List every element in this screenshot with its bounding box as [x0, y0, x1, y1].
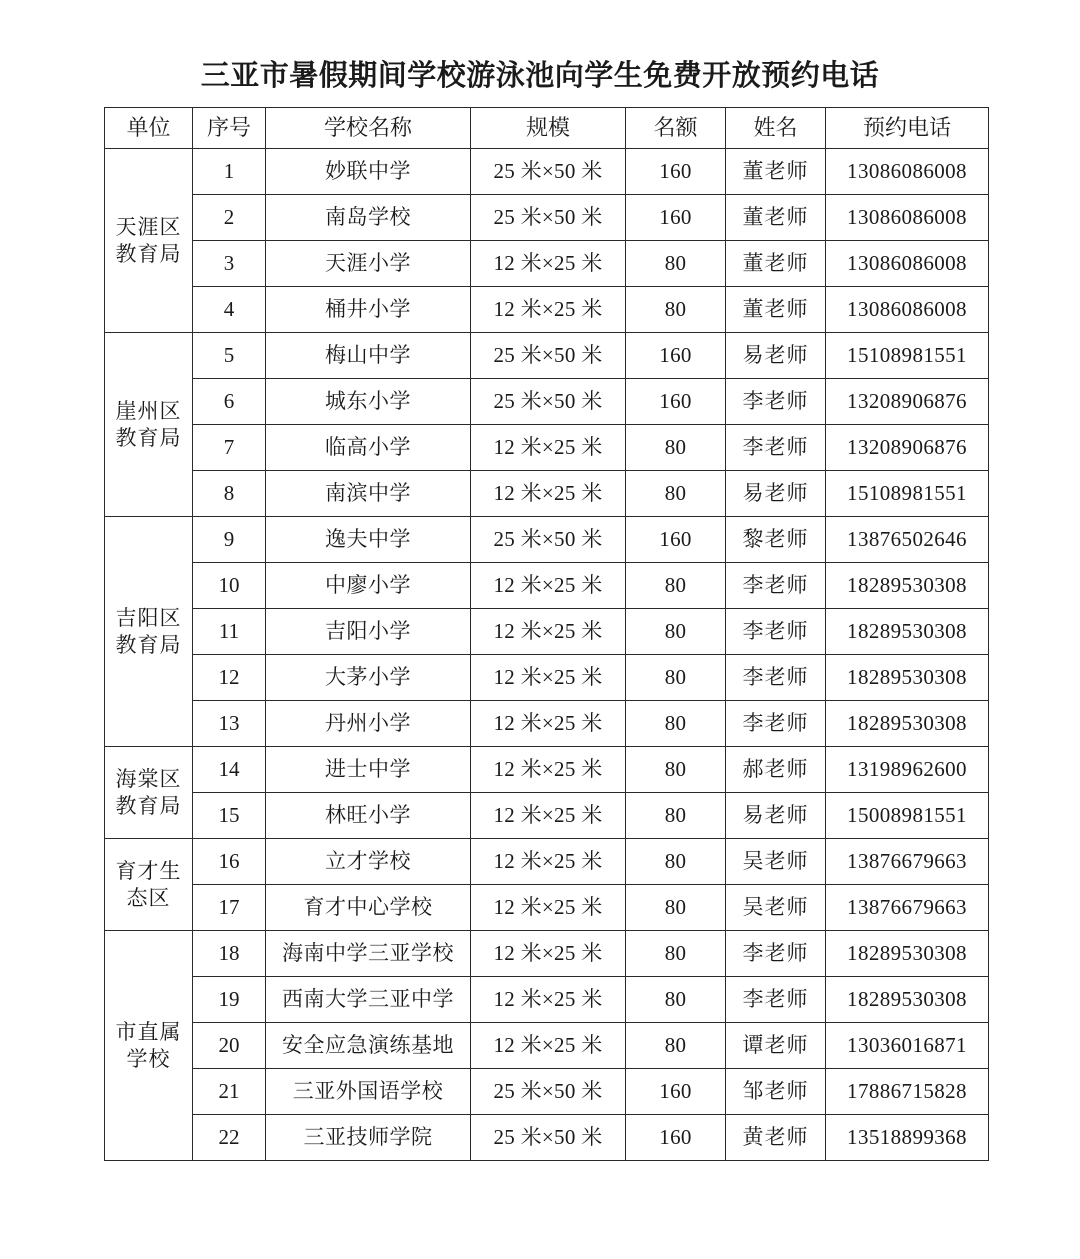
school-name-cell: 临高小学 [266, 425, 471, 471]
quota-cell: 160 [626, 1115, 726, 1161]
pool-size-cell: 12 米×25 米 [471, 701, 626, 747]
pool-size-cell: 12 米×25 米 [471, 655, 626, 701]
school-name-cell: 进士中学 [266, 747, 471, 793]
table-row [105, 471, 989, 517]
contact-name-cell: 李老师 [726, 655, 826, 701]
contact-name-cell: 李老师 [726, 425, 826, 471]
reservation-phone-cell: 13876679663 [826, 885, 989, 931]
table-row [105, 425, 989, 471]
unit-cell: 吉阳区 教育局 [105, 517, 193, 747]
pool-size-cell: 25 米×50 米 [471, 517, 626, 563]
quota-cell: 160 [626, 1069, 726, 1115]
quota-cell: 160 [626, 149, 726, 195]
pool-size-cell: 12 米×25 米 [471, 563, 626, 609]
pool-size-cell: 12 米×25 米 [471, 1023, 626, 1069]
reservation-phone-cell: 18289530308 [826, 655, 989, 701]
reservation-phone-cell: 17886715828 [826, 1069, 989, 1115]
contact-name-cell: 吴老师 [726, 839, 826, 885]
unit-cell: 天涯区 教育局 [105, 149, 193, 333]
school-name-cell: 桶井小学 [266, 287, 471, 333]
row-index-cell: 21 [193, 1069, 266, 1115]
pool-size-cell: 25 米×50 米 [471, 379, 626, 425]
quota-cell: 80 [626, 793, 726, 839]
row-index-cell: 3 [193, 241, 266, 287]
contact-name-cell: 李老师 [726, 609, 826, 655]
table-row [105, 793, 989, 839]
pool-size-cell: 12 米×25 米 [471, 609, 626, 655]
school-name-cell: 中廖小学 [266, 563, 471, 609]
reservation-phone-cell: 18289530308 [826, 609, 989, 655]
table-row [105, 195, 989, 241]
row-index-cell: 17 [193, 885, 266, 931]
school-name-cell: 三亚外国语学校 [266, 1069, 471, 1115]
contact-name-cell: 李老师 [726, 701, 826, 747]
row-index-cell: 16 [193, 839, 266, 885]
table-row [105, 701, 989, 747]
quota-cell: 80 [626, 655, 726, 701]
table-row [105, 747, 989, 793]
pool-size-cell: 12 米×25 米 [471, 885, 626, 931]
pool-size-cell: 12 米×25 米 [471, 425, 626, 471]
reservation-phone-cell: 13876502646 [826, 517, 989, 563]
contact-name-cell: 谭老师 [726, 1023, 826, 1069]
quota-cell: 80 [626, 471, 726, 517]
reservation-phone-cell: 13086086008 [826, 241, 989, 287]
unit-cell: 育才生 态区 [105, 839, 193, 931]
school-name-cell: 南岛学校 [266, 195, 471, 241]
reservation-phone-cell: 18289530308 [826, 563, 989, 609]
row-index-cell: 18 [193, 931, 266, 977]
school-name-cell: 立才学校 [266, 839, 471, 885]
row-index-cell: 4 [193, 287, 266, 333]
pool-size-cell: 12 米×25 米 [471, 977, 626, 1023]
school-name-cell: 海南中学三亚学校 [266, 931, 471, 977]
school-name-cell: 天涯小学 [266, 241, 471, 287]
pool-size-cell: 12 米×25 米 [471, 241, 626, 287]
quota-cell: 80 [626, 977, 726, 1023]
row-index-cell: 9 [193, 517, 266, 563]
school-name-cell: 南滨中学 [266, 471, 471, 517]
unit-cell: 市直属 学校 [105, 931, 193, 1161]
pool-size-cell: 25 米×50 米 [471, 195, 626, 241]
quota-cell: 160 [626, 195, 726, 241]
school-name-cell: 林旺小学 [266, 793, 471, 839]
reservation-table [104, 107, 989, 1161]
row-index-cell: 5 [193, 333, 266, 379]
contact-name-cell: 李老师 [726, 563, 826, 609]
reservation-phone-cell: 15108981551 [826, 471, 989, 517]
contact-name-cell: 董老师 [726, 287, 826, 333]
contact-name-cell: 易老师 [726, 333, 826, 379]
column-header-phone: 预约电话 [826, 108, 989, 149]
column-header-unit: 单位 [105, 108, 193, 149]
table-row [105, 609, 989, 655]
school-name-cell: 梅山中学 [266, 333, 471, 379]
row-index-cell: 8 [193, 471, 266, 517]
table-body [105, 149, 989, 1161]
row-index-cell: 6 [193, 379, 266, 425]
contact-name-cell: 郝老师 [726, 747, 826, 793]
reservation-phone-cell: 15008981551 [826, 793, 989, 839]
table-row [105, 977, 989, 1023]
quota-cell: 80 [626, 563, 726, 609]
reservation-phone-cell: 13876679663 [826, 839, 989, 885]
table-header [105, 108, 989, 149]
quota-cell: 160 [626, 333, 726, 379]
table-row [105, 885, 989, 931]
quota-cell: 160 [626, 517, 726, 563]
quota-cell: 80 [626, 839, 726, 885]
row-index-cell: 1 [193, 149, 266, 195]
row-index-cell: 12 [193, 655, 266, 701]
quota-cell: 80 [626, 747, 726, 793]
reservation-phone-cell: 18289530308 [826, 977, 989, 1023]
reservation-phone-cell: 13036016871 [826, 1023, 989, 1069]
row-index-cell: 2 [193, 195, 266, 241]
reservation-phone-cell: 13198962600 [826, 747, 989, 793]
school-name-cell: 三亚技师学院 [266, 1115, 471, 1161]
table-row [105, 839, 989, 885]
reservation-phone-cell: 13518899368 [826, 1115, 989, 1161]
table-row [105, 149, 989, 195]
row-index-cell: 22 [193, 1115, 266, 1161]
row-index-cell: 13 [193, 701, 266, 747]
contact-name-cell: 黄老师 [726, 1115, 826, 1161]
contact-name-cell: 易老师 [726, 793, 826, 839]
school-name-cell: 安全应急演练基地 [266, 1023, 471, 1069]
reservation-phone-cell: 13208906876 [826, 425, 989, 471]
reservation-phone-cell: 13086086008 [826, 195, 989, 241]
pool-size-cell: 25 米×50 米 [471, 149, 626, 195]
pool-size-cell: 12 米×25 米 [471, 287, 626, 333]
reservation-phone-cell: 18289530308 [826, 931, 989, 977]
quota-cell: 80 [626, 931, 726, 977]
row-index-cell: 15 [193, 793, 266, 839]
column-header-quota: 名额 [626, 108, 726, 149]
school-name-cell: 逸夫中学 [266, 517, 471, 563]
pool-size-cell: 12 米×25 米 [471, 747, 626, 793]
contact-name-cell: 董老师 [726, 241, 826, 287]
reservation-phone-cell: 13208906876 [826, 379, 989, 425]
pool-size-cell: 12 米×25 米 [471, 793, 626, 839]
pool-size-cell: 25 米×50 米 [471, 333, 626, 379]
contact-name-cell: 董老师 [726, 149, 826, 195]
reservation-table-container [104, 107, 988, 1161]
quota-cell: 80 [626, 885, 726, 931]
pool-size-cell: 12 米×25 米 [471, 839, 626, 885]
unit-cell: 崖州区 教育局 [105, 333, 193, 517]
page-title: 三亚市暑假期间学校游泳池向学生免费开放预约电话 [200, 60, 880, 92]
row-index-cell: 11 [193, 609, 266, 655]
table-row [105, 1023, 989, 1069]
quota-cell: 80 [626, 609, 726, 655]
contact-name-cell: 邹老师 [726, 1069, 826, 1115]
contact-name-cell: 董老师 [726, 195, 826, 241]
table-row [105, 241, 989, 287]
school-name-cell: 城东小学 [266, 379, 471, 425]
school-name-cell: 吉阳小学 [266, 609, 471, 655]
table-row [105, 655, 989, 701]
contact-name-cell: 黎老师 [726, 517, 826, 563]
column-header-size: 规模 [471, 108, 626, 149]
table-row [105, 333, 989, 379]
table-row [105, 1115, 989, 1161]
row-index-cell: 19 [193, 977, 266, 1023]
contact-name-cell: 李老师 [726, 977, 826, 1023]
table-row [105, 287, 989, 333]
reservation-phone-cell: 13086086008 [826, 149, 989, 195]
column-header-name: 姓名 [726, 108, 826, 149]
row-index-cell: 14 [193, 747, 266, 793]
column-header-school: 学校名称 [266, 108, 471, 149]
quota-cell: 80 [626, 425, 726, 471]
table-row [105, 517, 989, 563]
school-name-cell: 育才中心学校 [266, 885, 471, 931]
pool-size-cell: 12 米×25 米 [471, 931, 626, 977]
row-index-cell: 7 [193, 425, 266, 471]
table-row [105, 931, 989, 977]
contact-name-cell: 易老师 [726, 471, 826, 517]
school-name-cell: 妙联中学 [266, 149, 471, 195]
school-name-cell: 丹州小学 [266, 701, 471, 747]
pool-size-cell: 25 米×50 米 [471, 1069, 626, 1115]
column-header-index: 序号 [193, 108, 266, 149]
row-index-cell: 20 [193, 1023, 266, 1069]
header-row [105, 108, 989, 149]
quota-cell: 80 [626, 1023, 726, 1069]
reservation-phone-cell: 15108981551 [826, 333, 989, 379]
school-name-cell: 西南大学三亚中学 [266, 977, 471, 1023]
pool-size-cell: 25 米×50 米 [471, 1115, 626, 1161]
quota-cell: 80 [626, 287, 726, 333]
row-index-cell: 10 [193, 563, 266, 609]
reservation-phone-cell: 13086086008 [826, 287, 989, 333]
quota-cell: 160 [626, 379, 726, 425]
table-row [105, 563, 989, 609]
contact-name-cell: 李老师 [726, 931, 826, 977]
quota-cell: 80 [626, 701, 726, 747]
quota-cell: 80 [626, 241, 726, 287]
table-row [105, 379, 989, 425]
reservation-phone-cell: 18289530308 [826, 701, 989, 747]
table-row [105, 1069, 989, 1115]
school-name-cell: 大茅小学 [266, 655, 471, 701]
contact-name-cell: 李老师 [726, 379, 826, 425]
unit-cell: 海棠区 教育局 [105, 747, 193, 839]
contact-name-cell: 吴老师 [726, 885, 826, 931]
pool-size-cell: 12 米×25 米 [471, 471, 626, 517]
